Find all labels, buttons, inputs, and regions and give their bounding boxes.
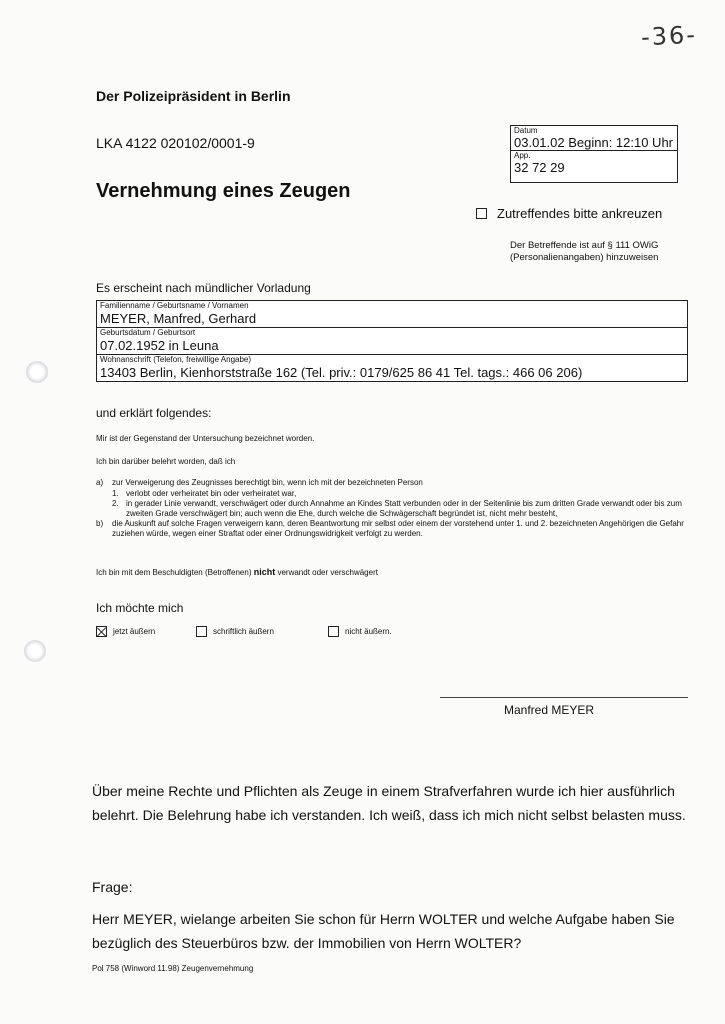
option-now-checkbox[interactable] [96, 626, 107, 637]
date-label: Datum [514, 126, 538, 135]
right-a2-text: in gerader Linie verwandt, verschwägert oder durch Annahme an Kindes Statt verbunden oder in der Seitenlinie bis zum dritten Grade verwandt oder bis zum zweiten Grade verschwägert bin; auch wenn die Ehe, durch welche die Schwägerschaft begründet ist, nicht mehr besteht, [126, 499, 682, 518]
right-a-mark: a) [96, 478, 104, 487]
address-row [97, 355, 687, 381]
rights-acknowledgement: Über meine Rechte und Pflichten als Zeuge in einem Strafverfahren wurde ich hier ausführlich belehrt. Die Belehrung habe ich verstanden. Ich weiß, dass ich mich nicht selbst belasten muss. [92, 783, 686, 823]
right-a [96, 478, 696, 488]
option-none-checkbox[interactable] [328, 626, 339, 637]
extension-value: 32 72 29 [514, 160, 565, 175]
appearance-statement: Es erscheint nach mündlicher Vorladung [96, 281, 311, 295]
birth-label: Geburtsdatum / Geburtsort [100, 328, 196, 337]
option-none-label: nicht äußern. [345, 627, 392, 636]
relation-prefix: Ich bin mit dem Beschuldigten (Betroffenen) [96, 568, 252, 577]
date-value: 03.01.02 Beginn: 12:10 Uhr [511, 135, 677, 151]
form-footer: Pol 758 (Winword 11.98) Zeugenvernehmung [92, 964, 254, 973]
right-a-text: zur Verweigerung des Zeugnisses berechtigt bin, wenn ich mit der bezeichneten Person [112, 478, 423, 487]
option-written-label: schriftlich äußern [213, 627, 274, 636]
punch-hole-top [26, 361, 48, 383]
authority-heading: Der Polizeipräsident in Berlin [96, 88, 291, 104]
owig-note-line1: Der Betreffende ist auf § 111 OWiG [510, 240, 659, 251]
right-b [96, 519, 696, 539]
name-label: Familienname / Geburtsname / Vornamen [100, 301, 249, 310]
declares-heading: und erklärt folgendes: [96, 406, 212, 420]
right-a1-num: 1. [112, 489, 119, 498]
option-written-checkbox[interactable] [196, 626, 207, 637]
right-b-text: die Auskunft auf solche Fragen verweigern kann, deren Beantwortung mir selbst oder einem der vorstehend unter 1. und 2. bezeichneten Angehörigen die Gefahr zuziehen würde, wegen einer Straftat oder einer Ordnungswidrigkeit verfolgt zu werden. [112, 519, 684, 538]
signature-name: Manfred MEYER [504, 703, 595, 717]
owig-note-line2: (Personalienangaben) hinzuweisen [510, 252, 659, 263]
option-now-label: jetzt äußern [113, 627, 156, 636]
instructed-statement: Ich bin darüber belehrt worden, daß ich [96, 457, 236, 466]
page-number: -36- [640, 20, 698, 52]
address-field[interactable]: 13403 Berlin, Kienhorststraße 162 (Tel. priv.: 0179/625 86 41 Tel. tags.: 466 06 206) [100, 365, 583, 380]
document-title: Vernehmung eines Zeugen [96, 180, 351, 202]
rights-list [96, 478, 696, 540]
question-label: Frage: [92, 879, 133, 895]
right-a2 [96, 499, 696, 519]
statement-options [96, 626, 392, 637]
relation-statement [96, 567, 378, 578]
owig-note [510, 240, 658, 264]
date-box [510, 125, 678, 183]
option-none[interactable] [328, 626, 392, 637]
name-row [97, 301, 687, 328]
file-reference: LKA 4122 020102/0001-9 [96, 135, 255, 151]
extension-label: App. [514, 151, 531, 160]
birth-field[interactable]: 07.02.1952 in Leuna [100, 338, 219, 353]
question-text: Herr MEYER, wielange arbeiten Sie schon für Herrn WOLTER und welche Aufgabe haben Sie bezüglich des Steuerbüros bzw. der Immobilien von Herrn WOLTER? [92, 911, 675, 951]
right-a1 [96, 489, 696, 499]
right-a1-text: verlobt oder verheiratet bin oder verheiratet war, [126, 489, 297, 498]
right-b-mark: b) [96, 519, 104, 528]
signature-line [440, 697, 688, 698]
option-written[interactable] [196, 626, 328, 637]
option-now[interactable] [96, 626, 196, 637]
check-instruction-row [476, 206, 662, 221]
relation-negation: nicht [253, 567, 276, 577]
check-instruction-text: Zutreffendes bitte ankreuzen [497, 206, 663, 221]
instruction-checkbox[interactable] [476, 208, 487, 219]
personal-data-box [96, 300, 688, 382]
name-field[interactable]: MEYER, Manfred, Gerhard [100, 311, 257, 326]
right-a2-num: 2. [112, 499, 119, 508]
statement-wish-label: Ich möchte mich [96, 601, 184, 615]
subject-statement: Mir ist der Gegenstand der Untersuchung bezeichnet worden. [96, 434, 315, 443]
relation-suffix: verwandt oder verschwägert [277, 568, 378, 577]
punch-hole-bottom [24, 640, 46, 662]
address-label: Wohnanschrift (Telefon, freiwillige Angabe) [100, 355, 252, 364]
birth-row [97, 328, 687, 355]
